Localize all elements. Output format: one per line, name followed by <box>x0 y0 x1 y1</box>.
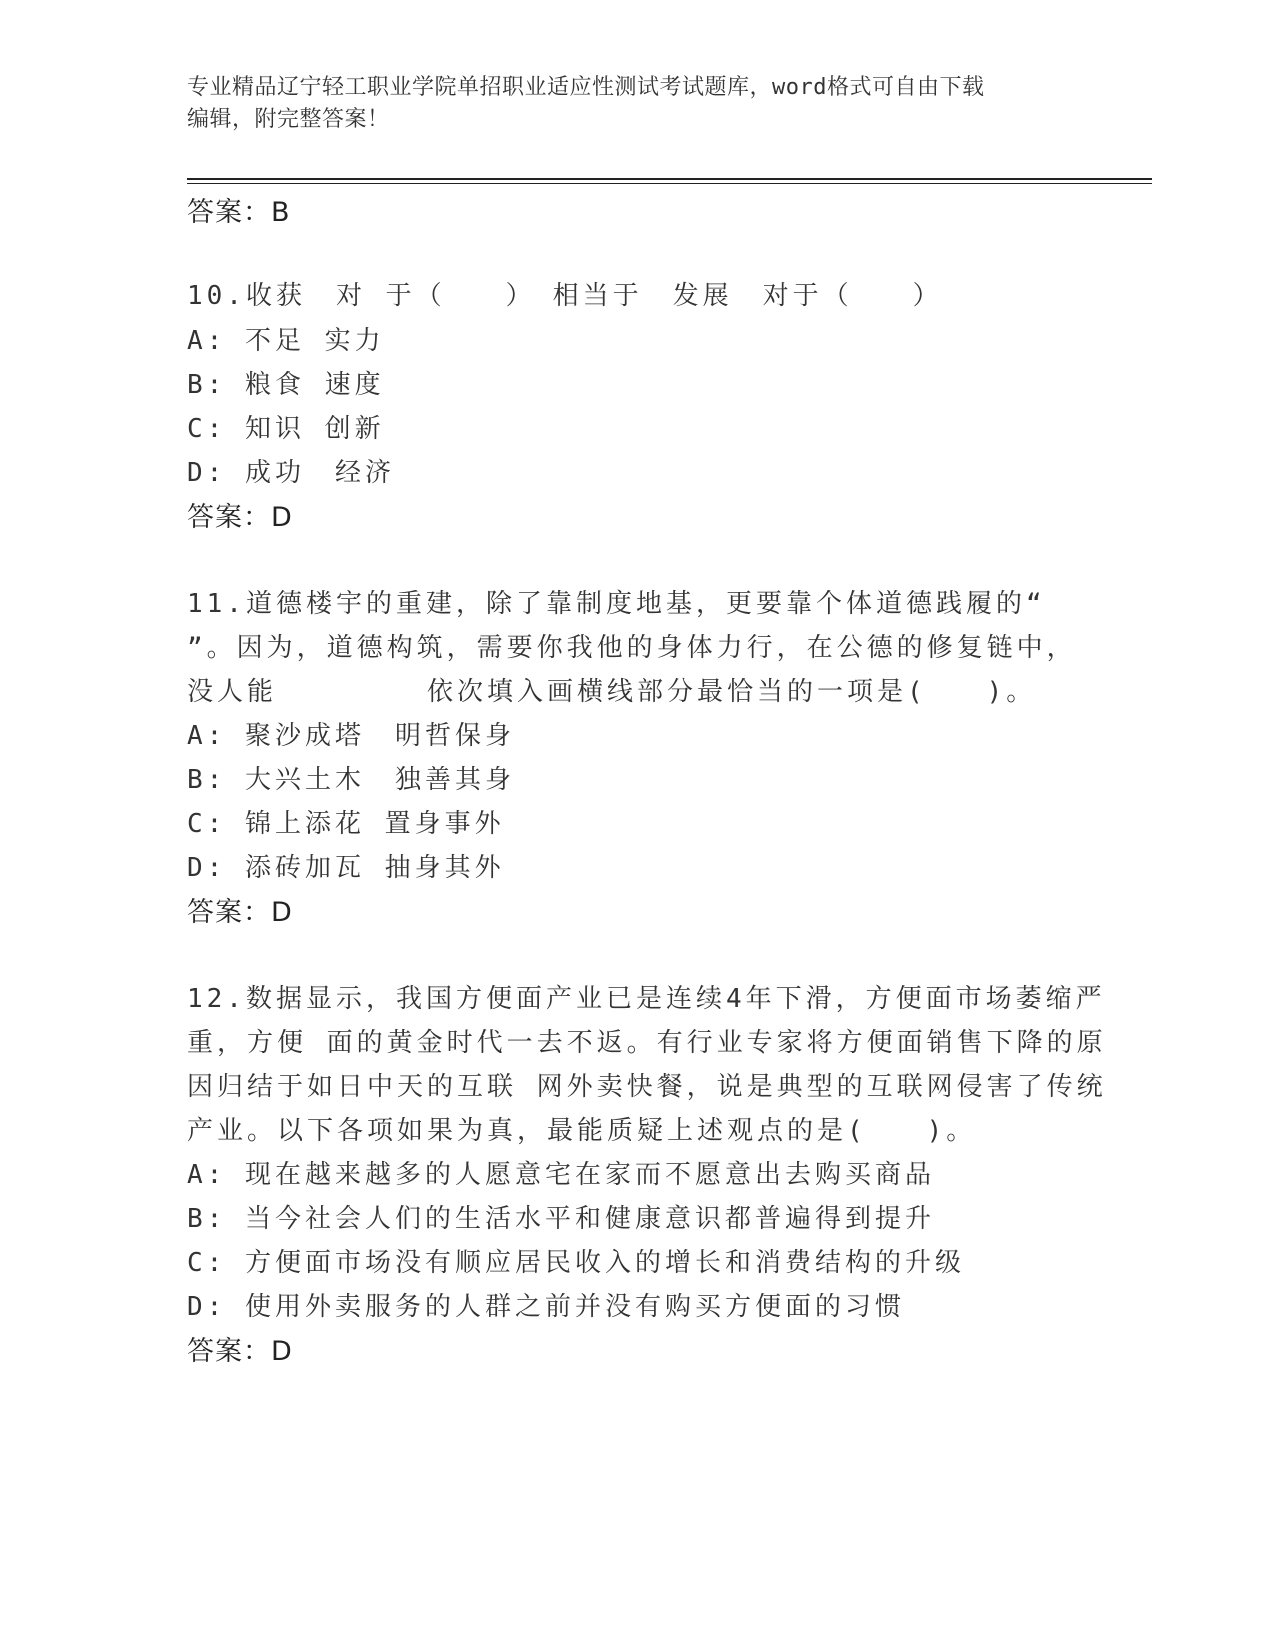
header-divider-thin <box>187 183 1152 184</box>
question-11-option-b: B: 大兴土木 独善其身 <box>187 765 516 795</box>
question-12-option-b: B: 当今社会人们的生活水平和健康意识都普遍得到提升 <box>187 1204 936 1234</box>
page-header <box>187 72 1067 136</box>
question-11-stem-3: 没人能 依次填入画横线部分最恰当的一项是( )。 <box>187 677 1037 707</box>
question-10-option-a: A: 不足 实力 <box>187 326 385 356</box>
question-12-stem-4: 产业。以下各项如果为真，最能质疑上述观点的是( )。 <box>187 1116 977 1146</box>
answer-q11: 答案：D <box>187 897 293 928</box>
question-10-option-c: C: 知识 创新 <box>187 414 385 444</box>
question-11-option-c: C: 锦上添花 置身事外 <box>187 809 505 839</box>
question-10-stem: 10.收获 对 于（ ） 相当于 发展 对于（ ） <box>187 281 943 311</box>
header-line-2: 编辑，附完整答案！ <box>187 107 390 132</box>
question-12-stem-3: 因归结于如日中天的互联 网外卖快餐，说是典型的互联网侵害了传统 <box>187 1072 1107 1102</box>
answer-q9: 答案：B <box>187 197 291 228</box>
question-12-stem-1: 12.数据显示，我国方便面产业已是连续4年下滑，方便面市场萎缩严 <box>187 984 1106 1014</box>
header-divider <box>187 178 1152 180</box>
header-line-1: 专业精品辽宁轻工职业学院单招职业适应性测试考试题库，word格式可自由下载 <box>187 75 985 100</box>
question-12-stem-2: 重，方便 面的黄金时代一去不返。有行业专家将方便面销售下降的原 <box>187 1028 1107 1058</box>
question-10-option-d: D: 成功 经济 <box>187 458 396 488</box>
question-11-stem-2: ”。因为，道德构筑，需要你我他的身体力行，在公德的修复链中， <box>187 633 1077 663</box>
question-12-option-c: C: 方便面市场没有顺应居民收入的增长和消费结构的升级 <box>187 1248 966 1278</box>
question-12-option-a: A: 现在越来越多的人愿意宅在家而不愿意出去购买商品 <box>187 1160 936 1190</box>
answer-q12: 答案：D <box>187 1336 293 1367</box>
question-11-option-a: A: 聚沙成塔 明哲保身 <box>187 721 516 751</box>
question-11-stem-1: 11.道德楼宇的重建，除了靠制度地基，更要靠个体道德践履的“ <box>187 589 1046 619</box>
question-11-option-d: D: 添砖加瓦 抽身其外 <box>187 853 505 883</box>
question-10-option-b: B: 粮食 速度 <box>187 370 385 400</box>
answer-q10: 答案：D <box>187 502 293 533</box>
question-12-option-d: D: 使用外卖服务的人群之前并没有购买方便面的习惯 <box>187 1292 906 1322</box>
